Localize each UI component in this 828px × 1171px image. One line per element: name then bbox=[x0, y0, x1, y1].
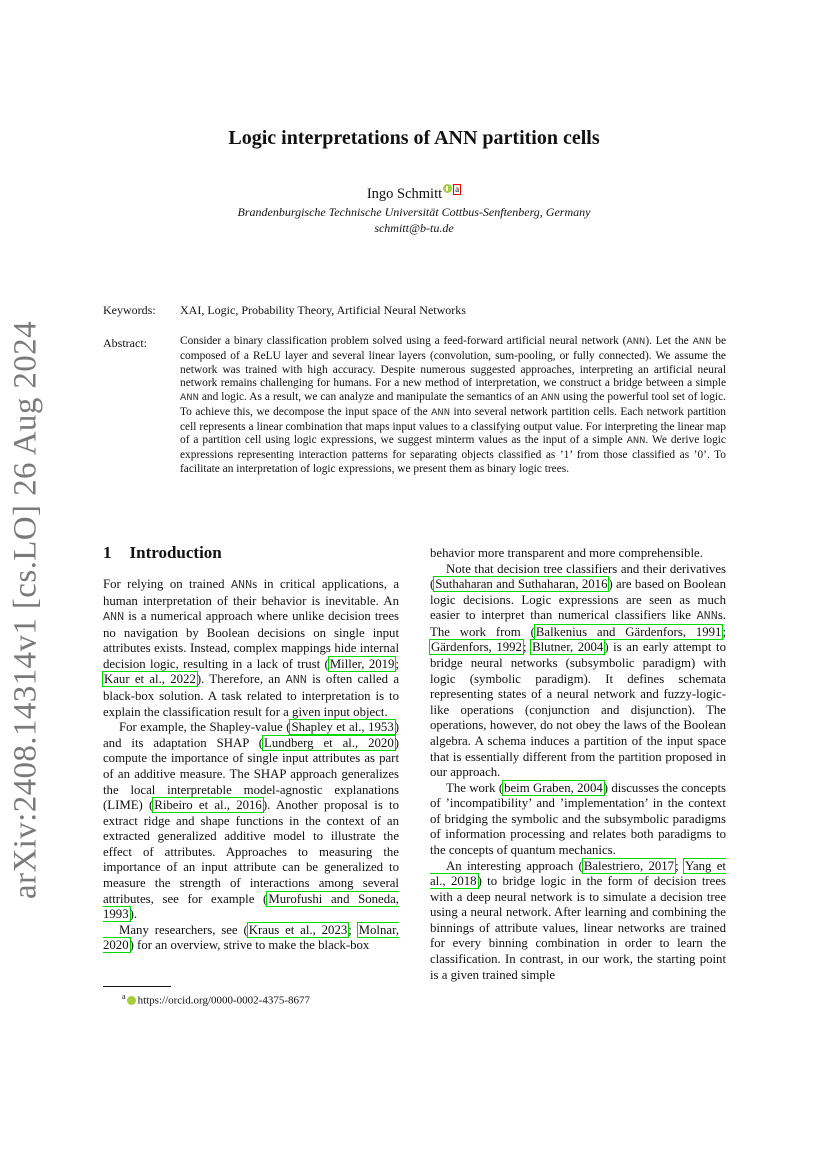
text-run: The work ( bbox=[446, 780, 504, 795]
text-run: into several network partition cells. Each network partition cell represents a linear combination that maps input values to a classifying output value. For interpreting the linear map of a partition cell using logic expressions, we suggest minterm values as the input of a simple bbox=[180, 405, 726, 447]
text-run: Many researchers, see ( bbox=[119, 922, 248, 937]
footnote-url[interactable]: https://orcid.org/0000-0002-4375-8677 bbox=[137, 994, 310, 1007]
text-run: ) and its adaptation SHAP ( bbox=[103, 720, 399, 750]
citation-link[interactable]: Kraus et al., 2023 bbox=[248, 922, 348, 937]
citation-link[interactable]: Murofushi and Soneda, 1993 bbox=[103, 891, 400, 922]
paragraph bbox=[430, 781, 726, 859]
abstract-text bbox=[180, 335, 726, 477]
text-run: is often called a black-box solution. A task related to interpretation is to explain the classification result for a given input object. bbox=[103, 672, 399, 719]
ann-acronym: ANN bbox=[626, 336, 646, 348]
citation-link[interactable]: Miller, 2019 bbox=[329, 656, 395, 671]
text-run: Note that decision tree classifiers and their derivatives ( bbox=[430, 561, 726, 592]
footnote-marker: a bbox=[122, 992, 126, 1001]
ann-acronym: ANN bbox=[431, 406, 450, 419]
paragraph bbox=[430, 859, 726, 984]
paragraph bbox=[430, 546, 726, 562]
citation-link[interactable]: Balestriero, 2017 bbox=[583, 858, 675, 873]
text-run: s in critical applications, a human interpretation of their behavior is inevitable. An bbox=[103, 577, 399, 608]
section-heading bbox=[103, 543, 222, 563]
citation-link[interactable]: Lundberg et al., 2020 bbox=[264, 735, 394, 750]
text-run: ) compute the importance of single input attributes as part of an additive measure. The SHAP approach generalizes the local interpretable model-agnostic explanations (LIME) ( bbox=[103, 735, 399, 813]
text-run: using the powerful tool set of logic. To achieve this, we decompose the input space of the bbox=[180, 391, 726, 418]
text-run: ; bbox=[522, 640, 532, 655]
arxiv-stamp-text: arXiv:2408.14314v1 [cs.LO] 26 Aug 2024 bbox=[7, 321, 44, 899]
text-run: . We derive logic expressions representing interaction patterns for separating objects classified as ’1’ from those classified as ’0’. To facilitate an interpretation of logic expressions, we present them as binary logic trees. bbox=[180, 434, 726, 475]
section-title: Introduction bbox=[129, 543, 222, 562]
ann-acronym: ANN bbox=[692, 336, 712, 348]
text-run: and logic. As a result, we can analyze and manipulate the semantics of an bbox=[198, 391, 541, 403]
author-line bbox=[0, 184, 828, 203]
text-run: An interesting approach ( bbox=[446, 858, 583, 873]
citation-link[interactable]: Ribeiro et al., 2016 bbox=[154, 798, 262, 813]
footnote-rule bbox=[103, 986, 171, 987]
keywords-label: Keywords: bbox=[103, 303, 156, 317]
author-footnote-link[interactable]: a bbox=[455, 184, 460, 194]
citation-link[interactable]: beim Graben, 2004 bbox=[504, 780, 603, 795]
text-run: For relying on trained bbox=[103, 577, 231, 591]
text-run: ). bbox=[129, 907, 138, 922]
text-run: s. The work from ( bbox=[430, 608, 726, 639]
citation-link[interactable]: Kaur et al., 2022 bbox=[104, 672, 196, 687]
paragraph bbox=[430, 562, 726, 781]
paragraph bbox=[103, 923, 399, 954]
text-run: ; bbox=[395, 656, 399, 671]
text-run: ). Another proposal is to extract ridge and shape functions in the context of an extracted generalized additive model to illustrate the effect of attributes. Approaches to measuring the importance of an input attribute can be generalized to measure the strength of interactions among several attributes, see for example ( bbox=[103, 798, 400, 906]
ann-acronym: ANN bbox=[180, 392, 199, 404]
left-column bbox=[103, 577, 399, 954]
orcid-icon[interactable] bbox=[443, 184, 452, 193]
citation-link[interactable]: Molnar, 2020 bbox=[103, 922, 400, 953]
text-run: ) are based on Boolean logic decisions. Logic expressions are seen as much easier to interpret than numerical classifiers like bbox=[430, 577, 726, 623]
text-run: is a numerical approach where unlike decision trees no navigation by Boolean decisions on single input attributes exists. Instead, complex mappings hide internal decision logic, resulting in a lack of trust ( bbox=[103, 609, 399, 671]
text-run: ). Let the bbox=[645, 335, 693, 347]
citation-link[interactable]: Gärdenfors, 1992 bbox=[431, 640, 522, 655]
text-run: ) for an overview, strive to make the black-box bbox=[129, 938, 370, 953]
text-run: be composed of a ReLU layer and several linear layers (convolution, sum-pooling, or fully connected). We assume the network was trained with high accuracy. Despite numerous suggested approaches, interpreting an artificial neural network remains challenging for humans. For a new method of interpretation, we construct a bridge between a simple bbox=[180, 335, 727, 390]
citation-link[interactable]: Yang et al., 2018 bbox=[430, 858, 726, 889]
text-run: behavior more transparent and more comprehensible. bbox=[430, 546, 703, 560]
ann-acronym: ANN bbox=[696, 609, 718, 624]
text-run: For example, the Shapley-value ( bbox=[119, 720, 291, 735]
citation-link[interactable]: Blutner, 2004 bbox=[532, 640, 604, 655]
footnote bbox=[122, 992, 310, 1007]
ann-acronym: ANN bbox=[541, 392, 560, 404]
citation-link[interactable]: Suthaharan and Suthaharan, 2016 bbox=[435, 577, 608, 592]
orcid-icon bbox=[127, 996, 136, 1005]
text-run: ) is an early attempt to bridge neural networks (subsymbolic paradigm) with logic (symbolic paradigm). It defines schemata representing states of a neural network and fuzzy-logic-like operations (conjunction and disjunction). The operations, however, do not obey the laws of the Boolean algebra. A schema induces a partition of the input space that is essentially different from the partition proposed in our approach. bbox=[430, 640, 726, 780]
keywords-text: XAI, Logic, Probability Theory, Artificial Neural Networks bbox=[180, 303, 466, 317]
citation-link[interactable]: Balkenius and Gärdenfors, 1991 bbox=[535, 624, 722, 639]
author-affiliation: Brandenburgische Technische Universität Cottbus-Senftenberg, Germany bbox=[237, 205, 591, 219]
text-run: Consider a binary classification problem solved using a feed-forward artificial neural network ( bbox=[180, 335, 627, 347]
ann-acronym: ANN bbox=[626, 435, 646, 448]
text-run: ; bbox=[348, 922, 358, 937]
section-number: 1 bbox=[103, 543, 112, 562]
author-email: schmitt@b-tu.de bbox=[374, 221, 454, 235]
text-run: ) to bridge logic in the form of decision trees with a deep neural network is to simulate a decision tree using a neural network. After learning and combining the binnings of attribute values, linear networks are trained for every binning combination in order to learn the classification. In contrast, in our work, the starting point is a given trained simple bbox=[430, 874, 726, 982]
abstract-label: Abstract: bbox=[103, 336, 147, 350]
paper-title: Logic interpretations of ANN partition cells bbox=[228, 127, 600, 149]
text-run: ) discusses the concepts of ’incompatibility’ and ’implementation’ in the context of bridging the symbolic and the subsymbolic paradigms of information processing and relates both paradigms to the concepts of quantum mechanics. bbox=[430, 780, 726, 857]
paragraph bbox=[103, 720, 399, 923]
text-run: ; bbox=[675, 858, 684, 873]
text-run: ; bbox=[722, 624, 726, 639]
right-column bbox=[430, 546, 726, 983]
citation-link[interactable]: Shapley et al., 1953 bbox=[291, 720, 394, 735]
paragraph bbox=[103, 577, 399, 720]
ann-acronym: ANN bbox=[103, 610, 125, 625]
ann-acronym: ANN bbox=[285, 673, 307, 688]
author-name: Ingo Schmitt bbox=[366, 186, 443, 202]
ann-acronym: ANN bbox=[231, 578, 253, 592]
text-run: ). Therefore, an bbox=[196, 672, 286, 687]
arxiv-stamp bbox=[7, 321, 44, 899]
